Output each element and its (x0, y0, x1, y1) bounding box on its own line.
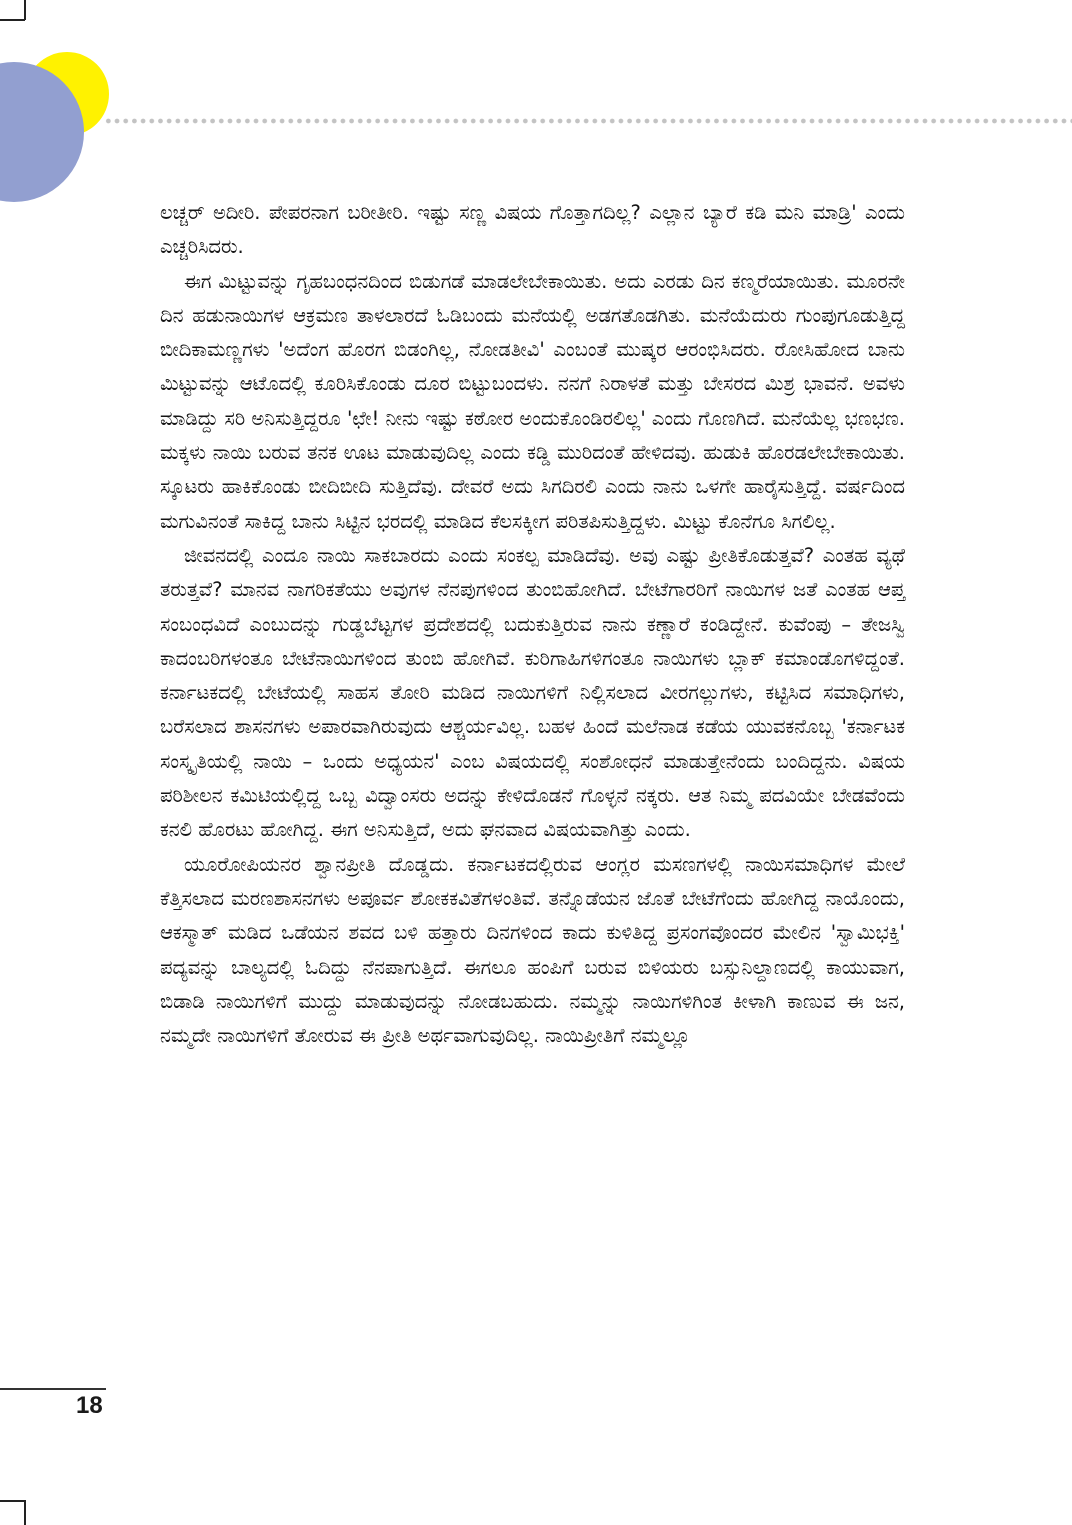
page-number: 18 (76, 1392, 103, 1419)
crop-mark-bottom-left-horizontal (0, 1500, 25, 1502)
paragraph-2: ಈಗ ಮಿಟ್ಟುವನ್ನು ಗೃಹಬಂಧನದಿಂದ ಬಿಡುಗಡೆ ಮಾಡಲೇಬೇಕಾಯಿತು. ಅದು ಎರಡು ದಿನ ಕಣ್ಮರೆಯಾಯಿತು. ಮೂರನೇ ದಿನ ಹಡುನಾಯಿಗಳ ಆಕ್ರಮಣ ತಾಳಲಾರದೆ ಓಡಿಬಂದು ಮನೆಯಲ್ಲಿ ಅಡಗತೊಡಗಿತು. ಮನೆಯೆದುರು ಗುಂಪುಗೂಡುತ್ತಿದ್ದ ಬೀದಿಕಾಮಣ್ಣಗಳು 'ಅದೆಂಗ ಹೊರಗ ಬಿಡಂಗಿಲ್ಲ, ನೋಡತೀವಿ' ಎಂಬಂತೆ ಮುಷ್ಕರ ಆರಂಭಿಸಿದರು. ರೋಸಿಹೋದ ಬಾನು ಮಿಟ್ಟುವನ್ನು ಆಟೊದಲ್ಲಿ ಕೂರಿಸಿಕೊಂಡು ದೂರ ಬಿಟ್ಟುಬಂದಳು. ನನಗೆ ನಿರಾಳತೆ ಮತ್ತು ಬೇಸರದ ಮಿಶ್ರ ಭಾವನೆ. ಅವಳು ಮಾಡಿದ್ದು ಸರಿ ಅನಿಸುತ್ತಿದ್ದರೂ 'ಛೇ! ನೀನು ಇಷ್ಟು ಕಠೋರ ಅಂದುಕೊಂಡಿರಲಿಲ್ಲ' ಎಂದು ಗೊಣಗಿದೆ. ಮನೆಯೆಲ್ಲ ಭಣಭಣ. ಮಕ್ಕಳು ನಾಯಿ ಬರುವ ತನಕ ಊಟ ಮಾಡುವುದಿಲ್ಲ ಎಂದು ಕಡ್ಡಿ ಮುರಿದಂತೆ ಹೇಳಿದವು. ಹುಡುಕಿ ಹೊರಡಲೇಬೇಕಾಯಿತು. ಸ್ಕೂಟರು ಹಾಕಿಕೊಂಡು ಬೀದಿಬೀದಿ ಸುತ್ತಿದೆವು. ದೇವರೆ ಅದು ಸಿಗದಿರಲಿ ಎಂದು ನಾನು ಒಳಗೇ ಹಾರೈಸುತ್ತಿದ್ದೆ. ವರ್ಷದಿಂದ ಮಗುವಿನಂತೆ ಸಾಕಿದ್ದ ಬಾನು ಸಿಟ್ಟಿನ ಭರದಲ್ಲಿ ಮಾಡಿದ ಕೆಲಸಕ್ಕೀಗ ಪರಿತಪಿಸುತ್ತಿದ್ದಳು. ಮಿಟ್ಟು ಕೊನೆಗೂ ಸಿಗಲಿಲ್ಲ. (160, 269, 905, 533)
crop-mark-bottom-left-vertical (24, 1500, 26, 1525)
dotted-rule (104, 117, 1072, 125)
paragraph-4: ಯೂರೋಪಿಯನರ ಶ್ವಾನಪ್ರೀತಿ ದೊಡ್ಡದು. ಕರ್ನಾಟಕದಲ್ಲಿರುವ ಆಂಗ್ಲರ ಮಸಣಗಳಲ್ಲಿ ನಾಯಿಸಮಾಧಿಗಳ ಮೇಲೆ ಕೆತ್ತಿಸಲಾದ ಮರಣಶಾಸನಗಳು ಅಪೂರ್ವ ಶೋಕಕವಿತೆಗಳಂತಿವೆ. ತನ್ನೊಡೆಯನ ಜೊತೆ ಬೇಟೆಗೆಂದು ಹೋಗಿದ್ದ ನಾಯೊಂದು, ಆಕಸ್ಮಾತ್ ಮಡಿದ ಒಡೆಯನ ಶವದ ಬಳಿ ಹತ್ತಾರು ದಿನಗಳಿಂದ ಕಾದು ಕುಳಿತಿದ್ದ ಪ್ರಸಂಗವೊಂದರ ಮೇಲಿನ 'ಸ್ವಾಮಿಭಕ್ತಿ' ಪದ್ಯವನ್ನು ಬಾಲ್ಯದಲ್ಲಿ ಓದಿದ್ದು ನೆನಪಾಗುತ್ತಿದೆ. ಈಗಲೂ ಹಂಪಿಗೆ ಬರುವ ಬಿಳಿಯರು ಬಸ್ಸುನಿಲ್ದಾಣದಲ್ಲಿ ಕಾಯುವಾಗ, ಬಿಡಾಡಿ ನಾಯಿಗಳಿಗೆ ಮುದ್ದು ಮಾಡುವುದನ್ನು ನೋಡಬಹುದು. ನಮ್ಮನ್ನು ನಾಯಿಗಳಿಗಿಂತ ಕೀಳಾಗಿ ಕಾಣುವ ಈ ಜನ, ನಮ್ಮದೇ ನಾಯಿಗಳಿಗೆ ತೋರುವ ಈ ಪ್ರೀತಿ ಅರ್ಥವಾಗುವುದಿಲ್ಲ. ನಾಯಿಪ್ರೀತಿಗೆ ನಮ್ಮಲ್ಲೂ (160, 852, 905, 1048)
paragraph-3: ಜೀವನದಲ್ಲಿ ಎಂದೂ ನಾಯಿ ಸಾಕಬಾರದು ಎಂದು ಸಂಕಲ್ಪ ಮಾಡಿದೆವು. ಅವು ಎಷ್ಟು ಪ್ರೀತಿಕೊಡುತ್ತವೆ? ಎಂತಹ ವ್ಯಥೆ ತರುತ್ತವೆ? ಮಾನವ ನಾಗರಿಕತೆಯು ಅವುಗಳ ನೆನಪುಗಳಿಂದ ತುಂಬಿಹೋಗಿದೆ. ಬೇಟೆಗಾರರಿಗೆ ನಾಯಿಗಳ ಜತೆ ಎಂತಹ ಆಪ್ತ ಸಂಬಂಧವಿದೆ ಎಂಬುದನ್ನು ಗುಡ್ಡಬೆಟ್ಟಗಳ ಪ್ರದೇಶದಲ್ಲಿ ಬದುಕುತ್ತಿರುವ ನಾನು ಕಣ್ಣಾರೆ ಕಂಡಿದ್ದೇನೆ. ಕುವೆಂಪು – ತೇಜಸ್ವಿ ಕಾದಂಬರಿಗಳಂತೂ ಬೇಟೆನಾಯಿಗಳಿಂದ ತುಂಬಿ ಹೋಗಿವೆ. ಕುರಿಗಾಹಿಗಳಿಗಂತೂ ನಾಯಿಗಳು ಬ್ಲಾಕ್ ಕಮಾಂಡೊಗಳಿದ್ದಂತೆ. ಕರ್ನಾಟಕದಲ್ಲಿ ಬೇಟೆಯಲ್ಲಿ ಸಾಹಸ ತೋರಿ ಮಡಿದ ನಾಯಿಗಳಿಗೆ ನಿಲ್ಲಿಸಲಾದ ವೀರಗಲ್ಲುಗಳು, ಕಟ್ಟಿಸಿದ ಸಮಾಧಿಗಳು, ಬರೆಸಲಾದ ಶಾಸನಗಳು ಅಪಾರವಾಗಿರುವುದು ಆಶ್ಚರ್ಯವಿಲ್ಲ. ಬಹಳ ಹಿಂದೆ ಮಲೆನಾಡ ಕಡೆಯ ಯುವಕನೊಬ್ಬ 'ಕರ್ನಾಟಕ ಸಂಸ್ಕೃತಿಯಲ್ಲಿ ನಾಯಿ – ಒಂದು ಅಧ್ಯಯನ' ಎಂಬ ವಿಷಯದಲ್ಲಿ ಸಂಶೋಧನೆ ಮಾಡುತ್ತೇನೆಂದು ಬಂದಿದ್ದನು. ವಿಷಯ ಪರಿಶೀಲನ ಕಮಿಟಿಯಲ್ಲಿದ್ದ ಒಬ್ಬ ವಿದ್ವಾಂಸರು ಅದನ್ನು ಕೇಳಿದೊಡನೆ ಗೊಳ್ಳನೆ ನಕ್ಕರು. ಆತ ನಿಮ್ಮ ಪದವಿಯೇ ಬೇಡವೆಂದು ಕನಲಿ ಹೊರಟು ಹೋಗಿದ್ದ. ಈಗ ಅನಿಸುತ್ತಿದೆ, ಅದು ಘನವಾದ ವಿಷಯವಾಗಿತ್ತು ಎಂದು. (160, 543, 905, 842)
paragraph-1: ಲಚ್ಚರ್ ಅದೀರಿ. ಪೇಪರನಾಗ ಬರೀತೀರಿ. ಇಷ್ಟು ಸಣ್ಣ ವಿಷಯ ಗೊತ್ತಾಗದಿಲ್ಲ? ಎಲ್ಲಾನ ಬ್ಯಾರೆ ಕಡಿ ಮನಿ ಮಾಡ್ರಿ' ಎಂದು ಎಚ್ಚರಿಸಿದರು. (160, 201, 905, 259)
decorative-circles (0, 0, 120, 210)
body-text (160, 196, 905, 1053)
folio-rule (0, 1388, 106, 1390)
